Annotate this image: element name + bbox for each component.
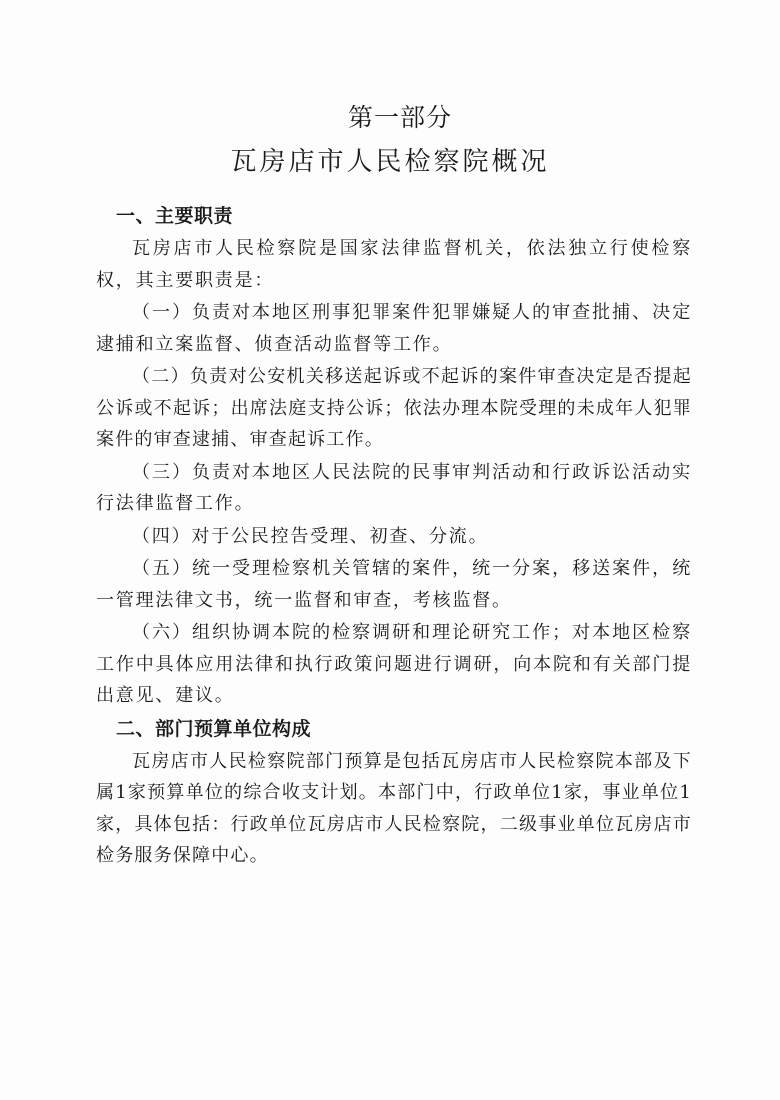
paragraph-budget-units: 瓦房店市人民检察院部门预算是包括瓦房店市人民检察院本部及下属1家预算单位的综合收支计划。本部门中，行政单位1家，事业单位1家，具体包括：行政单位瓦房店市人民检察院，二级事业单位瓦房店市检务服务保障中心。 <box>96 750 692 866</box>
paragraph-duty-1: （一）负责对本地区刑事犯罪案件犯罪嫌疑人的审查批捕、决定逮捕和立案监督、侦查活动监督等工作。 <box>96 302 692 355</box>
paragraph-duty-5: （五）统一受理检察机关管辖的案件，统一分案，移送案件，统一管理法律文书，统一监督和审查，考核监督。 <box>96 558 692 611</box>
paragraph-duty-3: （三）负责对本地区人民法院的民事审判活动和行政诉讼活动实行法律监督工作。 <box>96 461 692 514</box>
title-block <box>0 98 780 184</box>
paragraph-duty-2: （二）负责对公安机关移送起诉或不起诉的案件审查决定是否提起公诉或不起诉；出席法庭支持公诉；依法办理本院受理的未成年人犯罪案件的审查逮捕、审查起诉工作。 <box>96 366 692 450</box>
paragraph-intro: 瓦房店市人民检察院是国家法律监督机关，依法独立行使检察权，其主要职责是： <box>96 238 692 291</box>
document-body <box>96 200 692 873</box>
section-heading-main-duties: 一、主要职责 <box>116 205 234 227</box>
part-title: 第一部分 <box>347 103 452 132</box>
paragraph-duty-6: （六）组织协调本院的检察调研和理论研究工作；对本地区检察工作中具体应用法律和执行政策问题进行调研，向本院和有关部门提出意见、建议。 <box>96 622 692 706</box>
paragraph-duty-4: （四）对于公民控告受理、初查、分流。 <box>132 525 489 547</box>
section-heading-budget-units: 二、部门预算单位构成 <box>116 717 312 740</box>
document-title: 瓦房店市人民检察院概况 <box>230 147 550 177</box>
